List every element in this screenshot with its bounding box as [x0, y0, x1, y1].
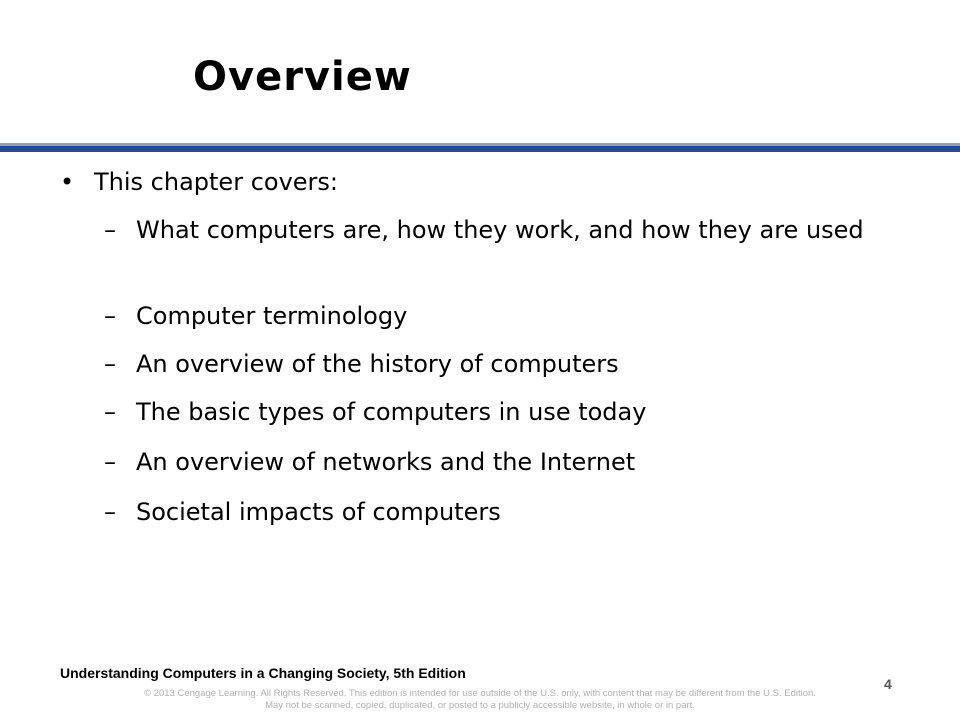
dash-marker: –: [104, 350, 116, 378]
dash-marker: –: [104, 216, 116, 244]
sub-item-text: Computer terminology: [136, 302, 408, 330]
sub-item-text: Societal impacts of computers: [136, 498, 501, 526]
sub-item-text: What computers are, how they work, and how they are used: [136, 216, 864, 244]
dash-marker: –: [104, 302, 116, 330]
bullet-text: This chapter covers:: [94, 168, 338, 196]
copyright-line: May not be scanned, copied, duplicated, or posted to a publicly accessible website, in whole or in part.: [265, 700, 695, 711]
sub-item-text: An overview of networks and the Internet: [136, 448, 636, 476]
slide-title: Overview: [193, 54, 412, 100]
copyright-notice: [90, 688, 870, 712]
copyright-line: © 2013 Cengage Learning. All Rights Reserved. This edition is intended for use outside of the U.S. only, with content that may be different from the U.S. Edition.: [144, 688, 816, 699]
title-divider-blue: [0, 146, 960, 152]
sub-item-text: The basic types of computers in use today: [136, 398, 647, 426]
dash-marker: –: [104, 398, 116, 426]
dash-marker: –: [104, 448, 116, 476]
page-number: 4: [884, 676, 892, 692]
dash-marker: –: [104, 498, 116, 526]
sub-item-text: An overview of the history of computers: [136, 350, 619, 378]
footer-book-title: Understanding Computers in a Changing Society, 5th Edition: [60, 665, 466, 681]
bullet-marker: •: [60, 168, 75, 196]
